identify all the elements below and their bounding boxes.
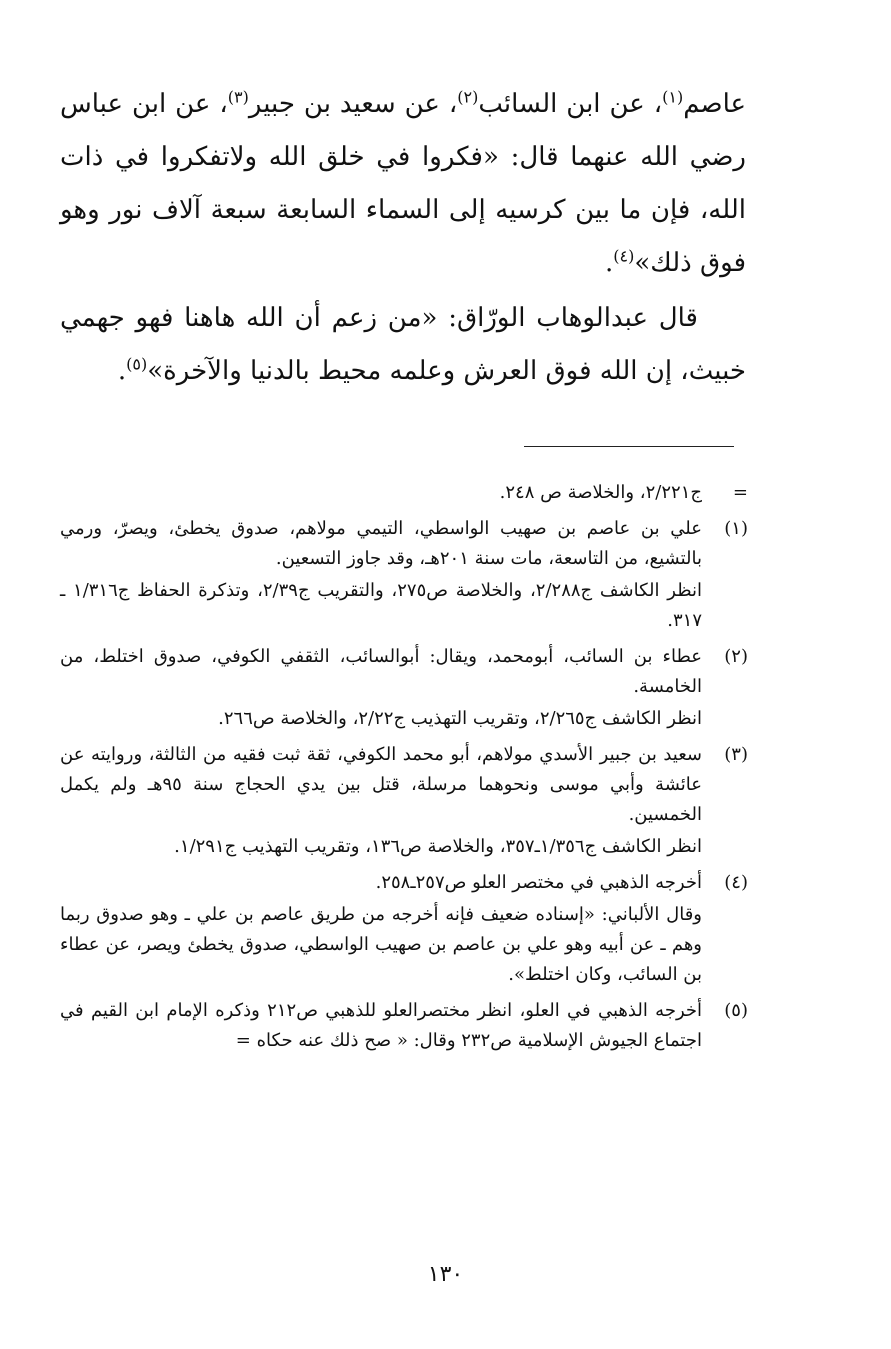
footnote-number: (٣) bbox=[724, 744, 748, 765]
footnote-line: عطاء بن السائب، أبومحمد، ويقال: أبوالسائب، الثقفي الكوفي، صدوق اختلط، من الخامسة. bbox=[60, 646, 702, 697]
footnote-reference: (١) bbox=[662, 87, 684, 107]
footnote-number: (٢) bbox=[724, 646, 748, 667]
main-paragraph-1 bbox=[60, 78, 746, 290]
footnote-number: (٤) bbox=[724, 872, 748, 893]
footnote-item bbox=[60, 514, 748, 636]
footnote-line: انظر الكاشف ج١/٣٥٦ـ٣٥٧، والخلاصة ص١٣٦، وتقريب التهذيب ج١/٢٩١. bbox=[174, 836, 702, 857]
main-text-segment: . bbox=[117, 356, 127, 386]
main-text-segment: ، عن ابن عباس رضي الله عنهما قال: «فكروا في خلق الله ولاتفكروا في ذات الله، فإن ما بين كرسيه إلى السماء السابعة سبعة آلاف نور وهو فوق ذلك» bbox=[60, 89, 746, 278]
footnote-body bbox=[60, 642, 702, 734]
main-text-segment: ، عن ابن السائب bbox=[478, 89, 663, 119]
footnote-reference: (٢) bbox=[457, 87, 479, 107]
main-text-segment: عاصم bbox=[683, 89, 747, 119]
main-text-segment: قال عبدالوهاب الورّاق: «من زعم أن الله هاهنا فهو جهمي خبيث، إن الله فوق العرش وعلمه محيط بالدنيا والآخرة» bbox=[60, 303, 746, 386]
continuation-marker: = bbox=[732, 482, 748, 503]
footnote-item bbox=[60, 740, 748, 862]
footnote-line: أخرجه الذهبي في مختصر العلو ص٢٥٧ـ٢٥٨. bbox=[375, 872, 702, 893]
footnote-line: أخرجه الذهبي في العلو، انظر مختصرالعلو للذهبي ص٢١٢ وذكره الإمام ابن القيم في اجتماع الجيوش الإسلامية ص٢٣٢ وقال: « صح ذلك عنه حكاه = bbox=[60, 1000, 703, 1051]
footnote-body bbox=[60, 740, 702, 862]
footnote-item bbox=[60, 868, 748, 990]
footnote-continuation bbox=[60, 478, 748, 508]
footnote-item bbox=[60, 642, 748, 734]
footnote-line: علي بن عاصم بن صهيب الواسطي، التيمي مولاهم، صدوق يخطئ، ويصرّ، ورمي بالتشيع، من التاسعة، مات سنة ٢٠١هـ، وقد جاوز التسعين. bbox=[60, 518, 702, 569]
footnote-number: (٥) bbox=[724, 1000, 748, 1021]
footnote-body bbox=[60, 996, 702, 1056]
footnote-reference: (٥) bbox=[126, 354, 148, 374]
footnote-line: انظر الكاشف ج٢/٢٦٥، وتقريب التهذيب ج٢/٢٢، والخلاصة ص٢٦٦. bbox=[218, 708, 702, 729]
footnote-item bbox=[60, 996, 748, 1056]
footnote-reference: (٤) bbox=[613, 246, 635, 266]
footnote-line: وقال الألباني: «إسناده ضعيف فإنه أخرجه من طريق عاصم بن علي ـ وهو صدوق ربما وهم ـ عن أبيه وهو علي بن عاصم بن صهيب الواسطي، صدوق يخطئ ويصر، عن عطاء بن السائب، وكان اختلط». bbox=[60, 904, 703, 985]
footnote-line: سعيد بن جبير الأسدي مولاهم، أبو محمد الكوفي، ثقة ثبت فقيه من الثالثة، وروايته عن عائشة وأبي موسى ونحوهما مرسلة، قتل بين يدي الحجاج سنة ٩٥هـ ولم يكمل الخمسين. bbox=[60, 744, 702, 825]
main-text bbox=[60, 78, 746, 398]
footnote-line: انظر الكاشف ج٢/٢٨٨، والخلاصة ص٢٧٥، والتقريب ج٢/٣٩، وتذكرة الحفاظ ج١/٣١٦ ـ ٣١٧. bbox=[60, 580, 702, 631]
footnote-number: (١) bbox=[724, 518, 748, 539]
footnote-body bbox=[60, 868, 702, 990]
footnote-separator bbox=[524, 446, 734, 447]
footnotes bbox=[60, 478, 748, 1062]
page-number: ١٣٠ bbox=[427, 1262, 464, 1287]
footnote-body bbox=[60, 514, 702, 636]
main-text-segment: ، عن سعيد بن جبير bbox=[248, 89, 458, 119]
footnote-body bbox=[60, 478, 702, 508]
main-paragraph-2 bbox=[60, 292, 746, 398]
main-text-segment: . bbox=[605, 248, 614, 278]
footnote-reference: (٣) bbox=[227, 87, 249, 107]
footnote-line: ج٢/٢٢١، والخلاصة ص ٢٤٨. bbox=[499, 482, 702, 503]
